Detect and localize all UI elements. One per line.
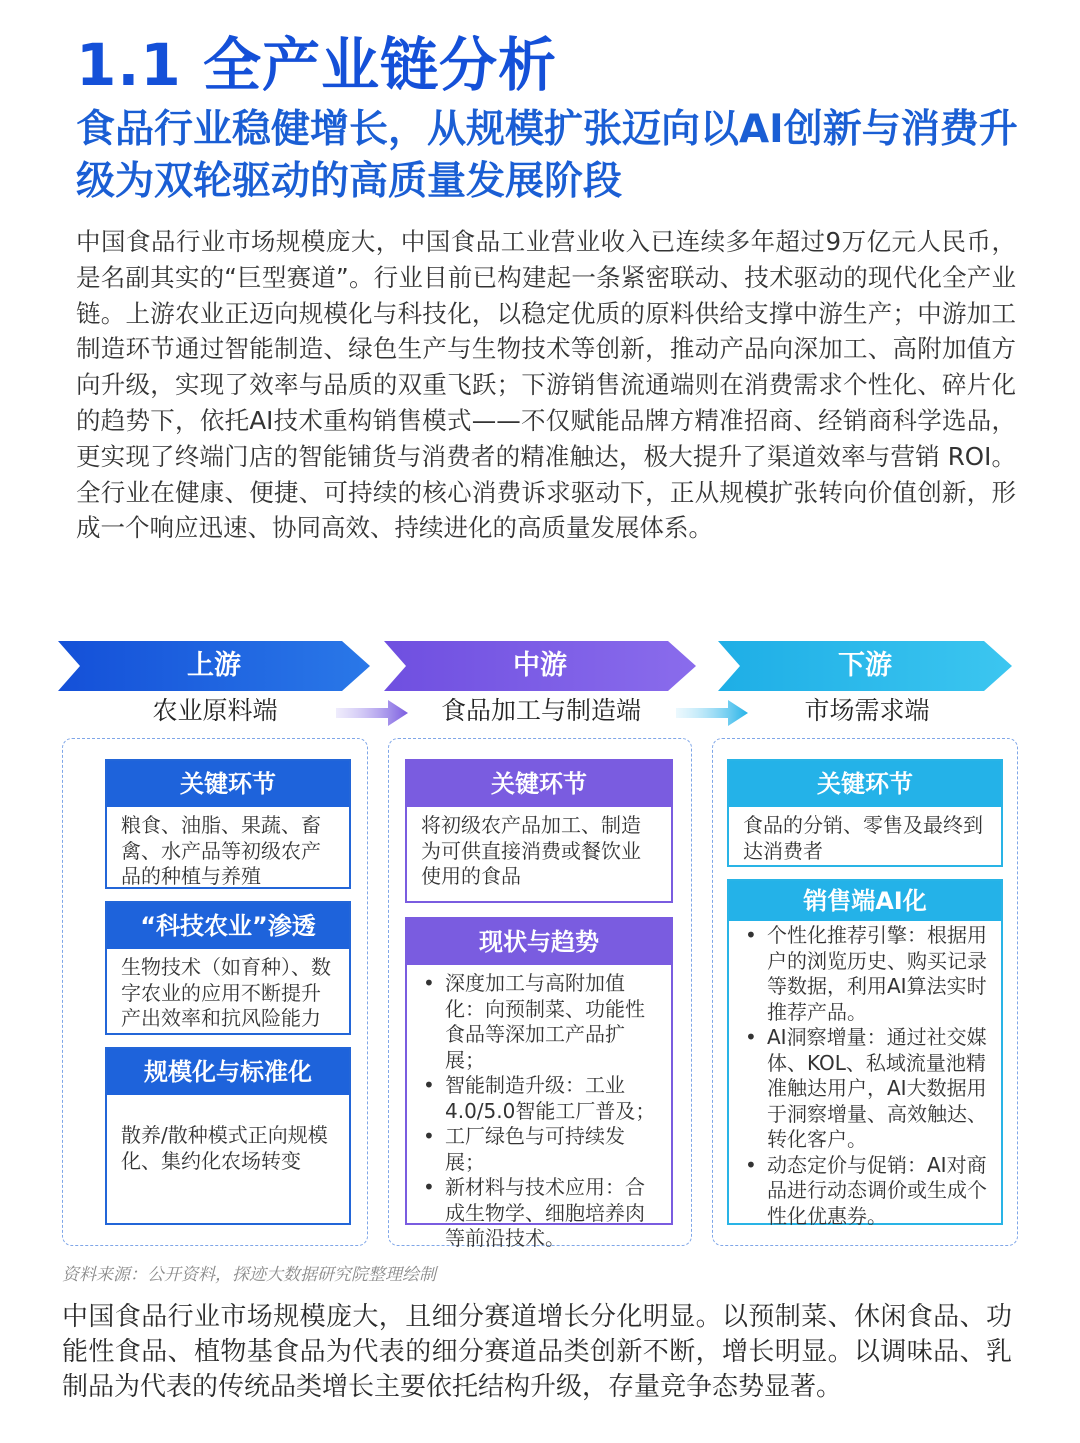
card-upstream-scale [105,1047,351,1225]
column-midstream [388,738,692,1250]
source-note: 资料来源：公开资料，探迹大数据研究院整理绘制 [62,1265,436,1285]
list-item: • 个性化推荐引擎：根据用户的浏览历史、购买记录等数据，利用AI算法实时推荐产品。 [741,923,993,1025]
banner-upstream-label: 上游 [187,650,241,681]
ai-list [729,921,1001,1229]
list-item: • AI洞察增量：通过社交媒体、KOL、私域流量池精准触达用户，AI大数据用于洞察增量、高效触达、转化客户。 [741,1025,993,1153]
card-title: “科技农业”渗透 [107,903,349,949]
banner-midstream-label: 中游 [513,650,567,681]
card-downstream-ai [727,879,1003,1228]
stage-sub-downstream: 市场需求端 [804,696,930,725]
card-text: 食品的分销、零售及最终到达消费者 [743,813,983,863]
banner-downstream-label: 下游 [838,650,892,681]
card-title: 规模化与标准化 [107,1049,349,1095]
card-title: 销售端AI化 [729,881,1001,921]
banner-midstream [384,641,696,691]
page-subtitle: 食品行业稳健增长，从规模扩张迈向以AI创新与消费升级为双轮驱动的高质量发展阶段 [76,107,1018,204]
page-title: 1.1 全产业链分析 [76,31,557,99]
card-title: 关键环节 [107,761,349,807]
card-downstream-key [727,759,1003,867]
card-midstream-key [405,759,673,903]
banner-downstream [718,641,1012,691]
card-text: 粮食、油脂、果蔬、畜禽、水产品等初级农产品的种植与养殖 [121,813,321,888]
column-downstream [712,738,1018,1246]
list-item: • 新材料与技术应用：合成生物学、细胞培养肉等前沿技术。 [419,1175,663,1252]
banner-upstream [58,641,370,691]
card-title: 关键环节 [407,761,671,807]
card-text: 散养/散种模式正向规模化、集约化农场转变 [121,1123,328,1173]
list-item: • 工厂绿色与可持续发展； [419,1124,663,1175]
card-title: 关键环节 [729,761,1001,807]
column-upstream [62,738,368,1246]
outro-paragraph: 中国食品行业市场规模庞大，且细分赛道增长分化明显。以预制菜、休闲食品、功能性食品、植物基食品为代表的细分赛道品类创新不断，增长明显。以调味品、乳制品为代表的传统品类增长主要依托结构升级，存量竞争态势显著。 [62,1302,1012,1402]
card-text: 生物技术（如育种）、数字农业的应用不断提升产出效率和抗风险能力 [121,955,331,1030]
stage-sub-midstream: 食品加工与制造端 [440,696,641,725]
stage-sub-upstream: 农业原料端 [152,696,278,725]
trend-list [407,965,671,1252]
intro-paragraph: 中国食品行业市场规模庞大，中国食品工业营业收入已连续多年超过9万亿元人民币，是名副其实的“巨型赛道”。行业目前已构建起一条紧密联动、技术驱动的现代化全产业链。上游农业正迈向规模化与科技化，以稳定优质的原料供给支撑中游生产；中游加工制造环节通过智能制造、绿色生产与生物技术等创新，推动产品向深加工、高附加值方向升级，实现了效率与品质的双重飞跃；下游销售流通端则在消费需求个性化、碎片化的趋势下，依托AI技术重构销售模式——不仅赋能品牌方精准招商、经销商科学选品，更实现了终端门店的智能铺货与消费者的精准触达，极大提升了渠道效率与营销 ROI。全行业在健康、便捷、可持续的核心消费诉求驱动下，正从规模扩张转向价值创新，形成一个响应迅速、协同高效、持续进化的高质量发展体系。 [76,227,1016,543]
card-upstream-tech [105,901,351,1035]
card-text: 将初级农产品加工、制造为可供直接消费或餐饮业使用的食品 [421,813,641,888]
flow-arrow-icon [336,700,408,726]
list-item: • 深度加工与高附加值化：向预制菜、功能性食品等深加工产品扩展； [419,971,663,1073]
flow-arrow-icon [676,700,748,726]
list-item: • 智能制造升级：工业4.0/5.0智能工厂普及； [419,1073,663,1124]
list-item: • 动态定价与促销：AI对商品进行动态调价或生成个性化优惠券。 [741,1153,993,1230]
card-upstream-key [105,759,351,889]
card-title: 现状与趋势 [407,919,671,965]
card-midstream-trends [405,917,673,1250]
